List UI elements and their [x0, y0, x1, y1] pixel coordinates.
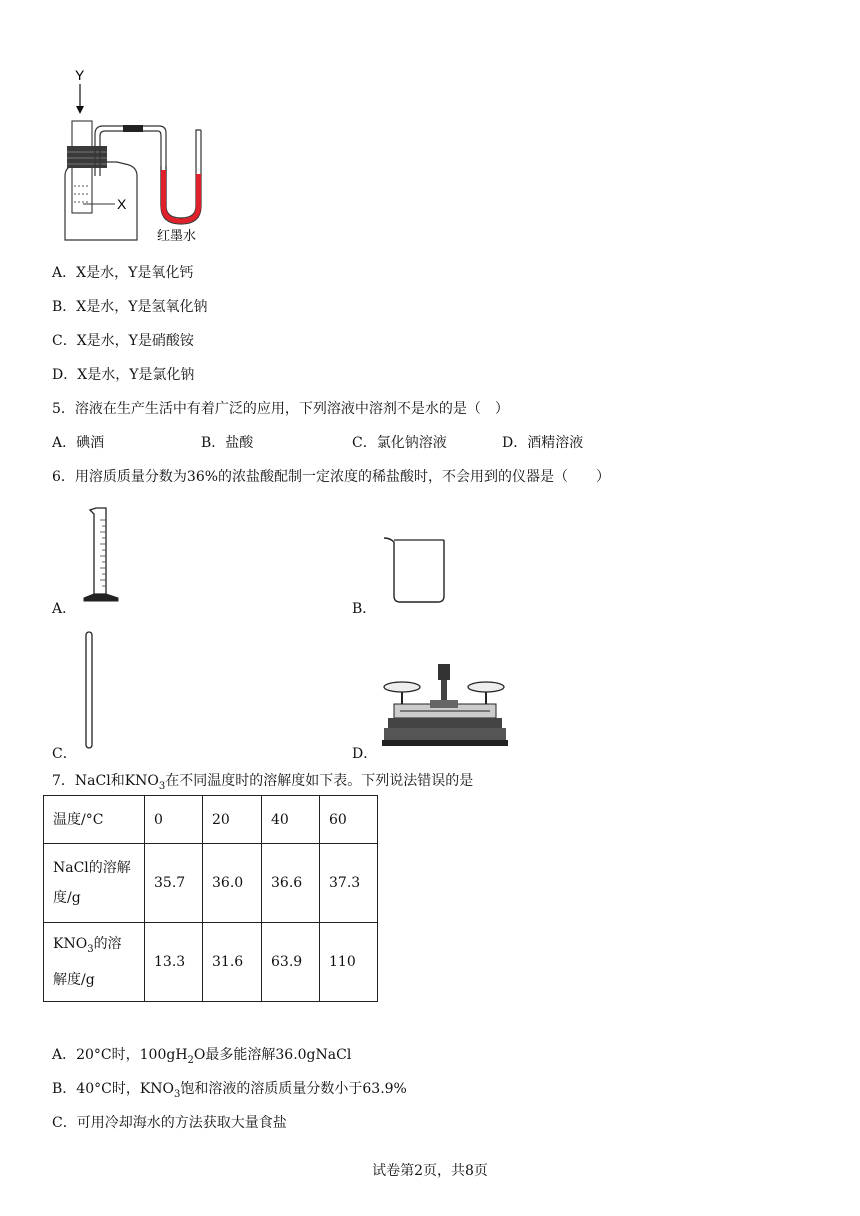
table-row: [44, 796, 378, 844]
temp-cell: 60: [320, 796, 378, 844]
q5-option-b[interactable]: B．盐酸: [201, 435, 254, 451]
q7-option-c[interactable]: C．可用冷却海水的方法获取大量食盐: [52, 1115, 287, 1131]
q4-option-d[interactable]: D．X是水，Y是氯化钠: [52, 367, 195, 383]
q4-option-b[interactable]: B．X是水，Y是氢氧化钠: [52, 299, 208, 315]
q6-option-b-label[interactable]: B．: [352, 601, 377, 617]
q6-stem: 6．用溶质质量分数为36%的浓盐酸配制一定浓度的稀盐酸时，不会用到的仪器是（ ）: [52, 469, 611, 485]
table-row: [44, 844, 378, 923]
kno3-value: 110: [320, 923, 378, 1002]
graduated-cylinder-icon: [80, 506, 124, 604]
nacl-value: 37.3: [320, 844, 378, 923]
q4-apparatus-figure: [55, 66, 225, 246]
q5-option-c[interactable]: C．氯化钠溶液: [352, 435, 447, 451]
q6-option-a-label[interactable]: A．: [52, 601, 77, 617]
kno3-value: 31.6: [203, 923, 262, 1002]
q4-option-a[interactable]: A．X是水，Y是氧化钙: [52, 265, 194, 281]
glass-rod-icon: [82, 630, 96, 750]
balance-scale-icon: [380, 660, 510, 750]
nacl-row-label: NaCl的溶解 度/g: [44, 844, 145, 923]
nacl-value: 36.6: [262, 844, 320, 923]
solubility-table: [43, 795, 378, 1002]
table-row: [44, 923, 378, 1002]
temp-cell: 40: [262, 796, 320, 844]
kno3-value: 13.3: [145, 923, 203, 1002]
q7-option-b[interactable]: B．40°C时，$KNO_3$饱和溶液的溶质质量分数小于63.9%: [52, 1081, 407, 1100]
header-temperature: 温度/°C: [44, 796, 145, 844]
nacl-value: 36.0: [203, 844, 262, 923]
q4-option-c[interactable]: C．X是水，Y是硝酸铵: [52, 333, 194, 349]
q5-option-a[interactable]: A．碘酒: [52, 435, 105, 451]
q7-stem: 7．NaCl和$KNO_3$在不同温度时的溶解度如下表。下列说法错误的是: [52, 773, 474, 792]
label-y: Y: [75, 67, 85, 83]
q7-option-a[interactable]: A．20°C时，$100gH_2O$最多能溶解36.0gNaCl: [52, 1047, 352, 1066]
q6-option-c-label[interactable]: C．: [52, 746, 77, 762]
temp-cell: 20: [203, 796, 262, 844]
q5-stem: 5．溶液在生产生活中有着广泛的应用，下列溶液中溶剂不是水的是（ ）: [52, 401, 509, 417]
q5-option-d[interactable]: D．酒精溶液: [502, 435, 584, 451]
beaker-icon: [380, 532, 450, 604]
page-footer: 试卷第2页，共8页: [372, 1163, 488, 1179]
kno3-row-label: $KNO_3$的溶 解度/g: [44, 923, 145, 1002]
q6-option-d-label[interactable]: D．: [352, 746, 378, 762]
label-x: X: [117, 196, 127, 212]
kno3-value: 63.9: [262, 923, 320, 1002]
temp-cell: 0: [145, 796, 203, 844]
label-red-ink: 红墨水: [157, 229, 197, 244]
nacl-value: 35.7: [145, 844, 203, 923]
